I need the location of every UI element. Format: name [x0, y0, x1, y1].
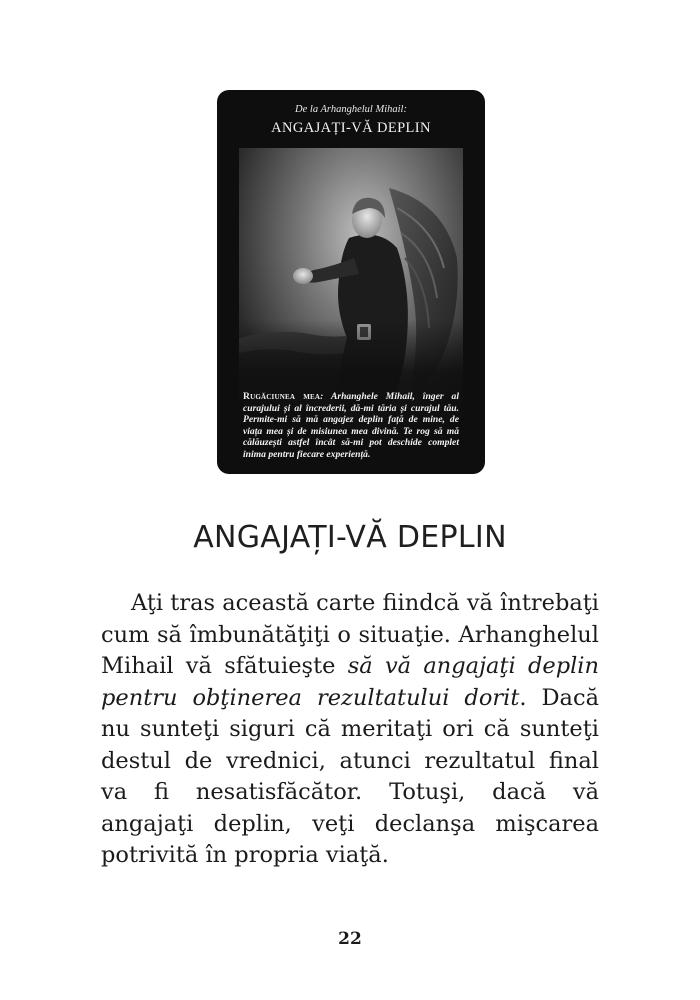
oracle-card: [217, 90, 485, 474]
card-subtitle: De la Arhanghelul Mihail:: [295, 104, 407, 115]
card-prayer-separator: :: [320, 391, 331, 402]
page-number: 22: [338, 929, 362, 949]
card-title: ANGAJAȚI-VĂ DEPLIN: [271, 120, 431, 136]
paragraph-text-end: . Dacă nu sunteţi siguri că meritaţi ori că sunteţi destul de vrednici, atunci rezultatul final va fi nesatisfăcător. Totuşi, dacă vă angajaţi deplin, veţi declanşa mişcarea potrivită în propria viaţă.: [101, 684, 599, 868]
card-prayer-lead: Rugăciunea mea: [243, 391, 321, 402]
paragraph-emphasis: să vă angajaţi deplin pentru obţinerea rezultatului dorit: [101, 653, 599, 711]
paragraph-text-start: Aţi tras această carte fiindcă vă întrebaţi cum să îmbunătăţiţi o situaţie. Arhanghelul Mihail vă sfătuieşte: [101, 590, 599, 679]
card-prayer-text: Arhanghele Mihail, înger al curajului și al încrederii, dă-mi tăria și curajul tău. Permite-mi să mă angajez deplin față de mine, de viața mea și de misiunea mea divină. Te rog să mă călăuzești astfel încât să-mi pot deschide complet inima pentru fiecare experiență.: [243, 391, 459, 460]
card-prayer: [243, 391, 459, 461]
page-heading: ANGAJAȚI-VĂ DEPLIN: [193, 520, 507, 555]
body-paragraph: [101, 588, 599, 872]
